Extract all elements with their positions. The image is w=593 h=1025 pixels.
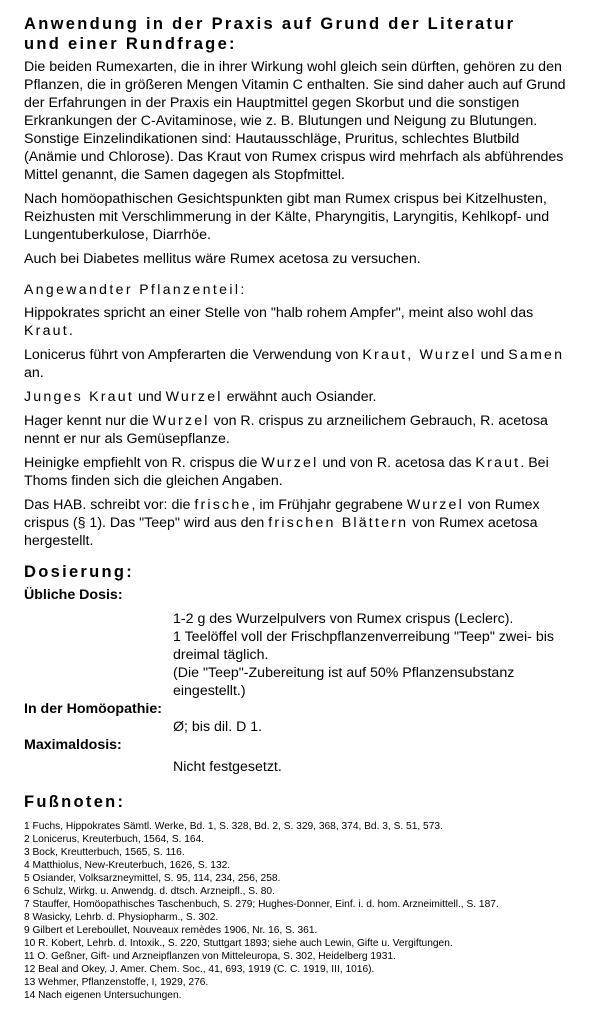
- text: und: [134, 389, 166, 405]
- text: an.: [24, 365, 44, 381]
- spaced-term: Kraut, Wurzel: [362, 347, 477, 363]
- dose-usual-line: 1-2 g des Wurzelpulvers von Rumex crispus (Leclerc).: [173, 611, 514, 627]
- text: von Rumex acetosa hergestellt.: [24, 515, 538, 549]
- paragraph: Nach homöopathischen Gesichtspunkten gibt man Rumex crispus bei Kitzelhusten, Reizhusten mit Verschlimmerung in der Kälte, Pharyngitis, Laryngitis, Kehlkopf- und Lungentuberkulose, Diarrhöe.: [24, 191, 550, 243]
- spaced-term: Wurzel: [152, 413, 210, 429]
- text: , im Frühjahr gegrabene: [251, 497, 407, 513]
- spaced-term: Wurzel: [406, 497, 464, 513]
- dose-max-value: Nicht festgesetzt.: [173, 759, 282, 775]
- footnote-item: 11 O. Geßner, Gift- und Arzneipflanzen von Mitteleuropa, S. 302, Heidelberg 1931.: [24, 951, 396, 962]
- footnote-item: 4 Matthiolus, New-Kreuterbuch, 1626, S. 132.: [24, 860, 231, 871]
- spaced-term: frische: [194, 497, 252, 513]
- paragraph: Auch bei Diabetes mellitus wäre Rumex acetosa zu versuchen.: [24, 251, 421, 267]
- spaced-term: Junges Kraut: [24, 389, 135, 405]
- text: Lonicerus führt von Ampferarten die Verwendung von: [24, 347, 363, 363]
- dose-usual-line: (Die "Teep"-Zubereitung ist auf 50% Pflanzensubstanz eingestellt.): [173, 665, 515, 699]
- footnote-item: 10 R. Kobert, Lehrb. d. Intoxik., S. 220, Stuttgart 1893; siehe auch Lewin, Gifte u. Vergiftungen.: [24, 938, 453, 949]
- paragraph-lonicerus: [24, 346, 571, 382]
- paragraph-hager: [24, 412, 571, 448]
- text: Hippokrates spricht an einer Stelle von "halb rohem Ampfer", meint also wohl das: [24, 305, 534, 321]
- footnote-item: 14 Nach eigenen Untersuchungen.: [24, 990, 182, 1001]
- footnote-item: 12 Beal and Okey, J. Amer. Chem. Soc., 41, 693, 1919 (C. C. 1919, III, 1016).: [24, 964, 375, 975]
- footnote-item: 6 Schulz, Wirkg. u. Anwendg. d. dtsch. Arzneipfl., S. 80.: [24, 886, 275, 897]
- text: Heinigke empfiehlt von R. crispus die: [24, 455, 262, 471]
- footnote-item: 2 Lonicerus, Kreuterbuch, 1564, S. 164.: [24, 834, 205, 845]
- footnote-item: 3 Bock, Kreutterbuch, 1565, S. 116.: [24, 847, 185, 858]
- dose-label-homeopathy: In der Homöopathie:: [24, 701, 162, 717]
- dose-label-usual: Übliche Dosis:: [24, 587, 123, 603]
- text: Das HAB. schreibt vor: die: [24, 497, 195, 513]
- dose-usual-line: 1 Teelöffel voll der Frischpflanzenverreibung "Teep" zwei- bis dreimal täglich.: [173, 629, 554, 663]
- footnote-item: 7 Stauffer, Homöopathisches Taschenbuch, S. 279; Hughes-Donner, Einf. i. d. hom. Arzneimittell., S. 187.: [24, 899, 499, 910]
- paragraph-hippokrates: [24, 304, 571, 340]
- section-title-dosierung: Dosierung:: [24, 563, 135, 581]
- text: . Bei Thoms finden sich die gleichen Angaben.: [24, 455, 549, 489]
- title-line-1: Anwendung in der Praxis auf Grund der Literatur: [24, 15, 516, 33]
- section-title-footnotes: Fußnoten:: [24, 793, 126, 811]
- footnote-item: 5 Osiander, Volksarzneymittel, S. 95, 114, 234, 256, 258.: [24, 873, 281, 884]
- text: von Rumex crispus (§ 1). Das "Teep" wird aus den: [24, 497, 540, 531]
- text: .: [68, 323, 73, 339]
- footnote-item: 8 Wasicky, Lehrb. d. Physiopharm., S. 302.: [24, 912, 219, 923]
- paragraph-heinigke: [24, 454, 571, 490]
- text: Hager kennt nur die: [24, 413, 153, 429]
- spaced-term: Samen: [508, 347, 565, 363]
- footnote-list: [24, 820, 571, 1002]
- footnote-item: 13 Wehmer, Pflanzenstoffe, I, 1929, 276.: [24, 977, 209, 988]
- paragraph-hab: [24, 496, 571, 550]
- spaced-term: Wurzel: [165, 389, 223, 405]
- text: von R. crispus zu arzneilichem Gebrauch, R. acetosa nennt er nur als Gemüsepflanze.: [24, 413, 548, 447]
- spaced-term: Wurzel: [261, 455, 319, 471]
- footnote-item: 9 Gilbert et Lereboullet, Nouveaux remèdes 1906, Nr. 16, S. 361.: [24, 925, 318, 936]
- dose-label-max: Maximaldosis:: [24, 737, 122, 753]
- title-line-2: und einer Rundfrage:: [24, 35, 237, 53]
- spaced-term: Kraut: [475, 455, 521, 471]
- dose-homeopathy-value: Ø; bis dil. D 1.: [173, 719, 263, 735]
- paragraph-osiander: [24, 388, 571, 406]
- text: erwähnt auch Osiander.: [222, 389, 377, 405]
- text: und: [476, 347, 509, 363]
- paragraph: Die beiden Rumexarten, die in ihrer Wirkung wohl gleich sein dürften, gehören zu den Pflanzen, die in größeren Mengen Vitamin C enthalten. Sie sind daher auch auf Grund der Erfahrungen in der Praxis ein Hauptmittel gegen Skorbut und die sonstigen Erkrankungen der C-Avitaminose, wie z. B. Blutungen und Neigung zu Blutungen. Sonstige Einzelindikationen sind: Hautausschläge, Pruritus, schlechtes Blutbild (Anämie und Chlorose). Das Kraut von Rumex crispus wird mehrfach als abführendes Mittel genannt, die Samen dagegen als Stopfmittel.: [24, 59, 566, 183]
- section-title-pflanzenteil: Angewandter Pflanzenteil:: [24, 281, 247, 297]
- text: und von R. acetosa das: [318, 455, 476, 471]
- spaced-term: frischen Blättern: [268, 515, 409, 531]
- footnote-item: 1 Fuchs, Hippokrates Sämtl. Werke, Bd. 1, S. 328, Bd. 2, S. 329, 368, 374, Bd. 3, S. 51, 573.: [24, 821, 443, 832]
- spaced-term: Kraut: [24, 323, 69, 339]
- section-title-anwendung: [24, 14, 571, 54]
